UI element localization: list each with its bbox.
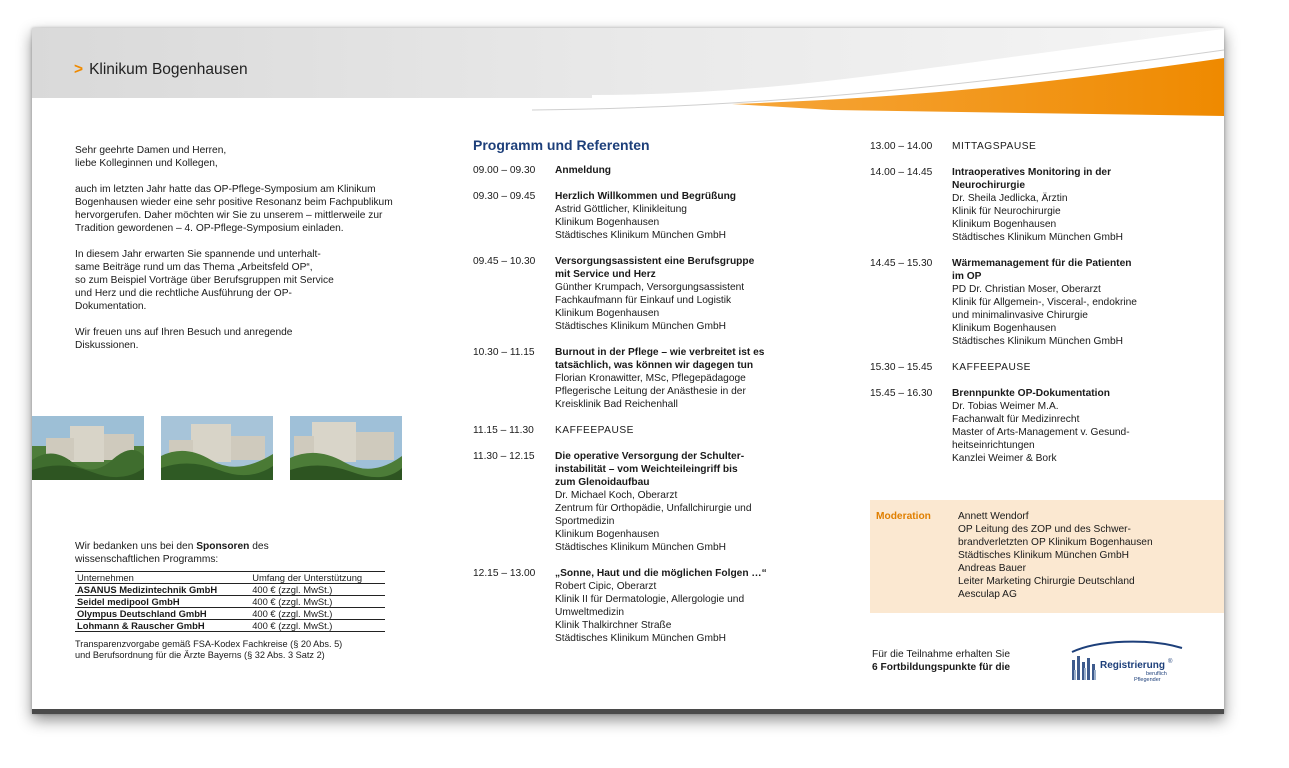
table-row: [75, 596, 385, 608]
program-column-right: [870, 140, 1224, 478]
entry-title: „Sonne, Haut und die möglichen Folgen …“: [555, 568, 767, 579]
fortbildung-note: [872, 648, 1062, 674]
entry-time: 11.15 – 11.30: [473, 425, 534, 436]
entry-title: Brennpunkte OP-Dokumentation: [952, 388, 1110, 399]
program-list: [870, 140, 1224, 465]
sponsors-section: [75, 540, 405, 661]
program-entry: [870, 387, 1224, 465]
moderation-box: [870, 500, 1224, 613]
entry-time: 12.15 – 13.00: [473, 568, 536, 579]
program-entry: [473, 190, 833, 242]
bottom-bar: [32, 709, 1224, 714]
table-row: [75, 584, 385, 596]
sponsors-intro: [75, 540, 405, 566]
table-header-row: [75, 572, 385, 584]
entry-time: 09.30 – 09.45: [473, 191, 536, 202]
entry-title: Anmeldung: [555, 165, 612, 176]
entry-details: Astrid Göttlicher, Klinikleitung Klinikum Bogenhausen Städtisches Klinikum München GmbH: [555, 204, 726, 241]
fortbildung-line: Für die Teilnahme erhalten Sie: [872, 649, 1010, 660]
entry-title: KAFFEEPAUSE: [555, 425, 634, 436]
program-heading: Programm und Referenten: [473, 137, 650, 153]
table-row: [75, 620, 385, 632]
entry-details: Günther Krumpach, Versorgungsassistent Fachkaufmann für Einkauf und Logistik Klinikum Bogenhausen Städtisches Klinikum München GmbH: [555, 282, 745, 332]
entry-title: Wärmemanagement für die Patienten im OP: [952, 258, 1132, 282]
intro-paragraph: Sehr geehrte Damen und Herren, liebe Kolleginnen und Kollegen,: [75, 145, 227, 169]
intro-paragraph: auch im letzten Jahr hatte das OP-Pflege-Symposium am Klinikum Bogenhausen wieder eine sehr positive Resonanz beim Fachpublikum hervorgerufen. Daher möchten wir Sie zu unserem – mittlerweile zur Tradition gewordenen – 4. OP-Pflege-Symposium einladen.: [75, 184, 393, 234]
intro-paragraph: Wir freuen uns auf Ihren Besuch und anregende Diskussionen.: [75, 327, 293, 351]
logo-sub2: Pflegender: [1134, 677, 1161, 683]
sponsor-name: Seidel medipool GmbH: [75, 596, 244, 608]
sponsor-name: ASANUS Medizintechnik GmbH: [75, 584, 244, 596]
entry-details: Robert Cipic, Oberarzt Klinik II für Dermatologie, Allergologie und Umweltmedizin Klinik Thalkirchner Straße Städtisches Klinikum München GmbH: [555, 581, 745, 644]
entry-title: Intraoperatives Monitoring in der Neurochirurgie: [952, 167, 1112, 191]
entry-title: Herzlich Willkommen und Begrüßung: [555, 191, 737, 202]
table-row: [75, 608, 385, 620]
program-entry: [870, 140, 1224, 153]
brochure-sheet: [32, 28, 1224, 714]
sponsors-intro-text: Wir bedanken uns bei den: [75, 541, 197, 552]
brand-name: Klinikum Bogenhausen: [89, 61, 248, 78]
sponsors-intro-bold: Sponsoren: [196, 541, 250, 552]
entry-details: Dr. Michael Koch, Oberarzt Zentrum für Orthopädie, Unfallchirurgie und Sportmedizin Klinikum Bogenhausen Städtisches Klinikum München GmbH: [555, 490, 752, 553]
program-column-left: [473, 139, 833, 658]
program-list: [473, 164, 833, 645]
entry-time: 15.30 – 15.45: [870, 362, 933, 373]
program-entry: [473, 450, 833, 554]
entry-title: MITTAGSPAUSE: [952, 141, 1037, 152]
registrierung-logo: [1058, 634, 1186, 694]
hospital-photo: [161, 416, 273, 480]
entry-details: PD Dr. Christian Moser, Oberarzt Klinik für Allgemein-, Visceral-, endokrine und minimalinvasive Chirurgie Klinikum Bogenhausen Städtisches Klinikum München GmbH: [952, 284, 1137, 347]
logo-word: Registrierung: [1100, 660, 1166, 671]
program-entry: [473, 164, 833, 177]
transparency-note: Transparenzvorgabe gemäß FSA-Kodex Fachkreise (§ 20 Abs. 5) und Berufsordnung für die Ärzte Bayerns (§ 32 Abs. 3 Satz 2): [75, 639, 343, 660]
entry-details: Florian Kronawitter, MSc, Pflegepädagoge Pflegerische Leitung der Anästhesie in der Kreisklinik Bad Reichenhall: [555, 373, 746, 410]
sponsors-table: [75, 571, 385, 632]
program-entry: [870, 257, 1224, 348]
entry-time: 13.00 – 14.00: [870, 141, 933, 152]
sponsor-amount: 400 € (zzgl. MwSt.): [244, 620, 385, 632]
column-header-company: Unternehmen: [75, 572, 244, 584]
program-entry: [473, 567, 833, 645]
entry-details: Dr. Tobias Weimer M.A. Fachanwalt für Medizinrecht Master of Arts-Management v. Gesund- heitseinrichtungen Kanzlei Weimer & Bork: [952, 401, 1130, 464]
program-entry: [473, 346, 833, 411]
moderation-label: Moderation: [876, 511, 931, 522]
intro-column: [75, 144, 405, 365]
entry-time: 14.45 – 15.30: [870, 258, 933, 269]
program-entry: [870, 361, 1224, 374]
entry-time: 11.30 – 12.15: [473, 451, 535, 462]
entry-time: 09.00 – 09.30: [473, 165, 536, 176]
hospital-photo: [290, 416, 402, 480]
logo-mark: ®: [1168, 659, 1173, 665]
sponsor-name: Olympus Deutschland GmbH: [75, 608, 244, 620]
hospital-photos: [32, 416, 404, 480]
entry-details: Dr. Sheila Jedlicka, Ärztin Klinik für Neurochirurgie Klinikum Bogenhausen Städtisches Klinikum München GmbH: [952, 193, 1123, 243]
hospital-photo: [32, 416, 144, 480]
arrow-icon: >: [74, 61, 84, 78]
sponsor-name: Lohmann & Rauscher GmbH: [75, 620, 244, 632]
entry-title: Burnout in der Pflege – wie verbreitet ist es tatsächlich, was können wir dagegen tun: [555, 347, 765, 371]
entry-title: Die operative Versorgung der Schulter- instabilität – vom Weichteileingriff bis zum Glenoidaufbau: [555, 451, 745, 488]
brand-title: [74, 61, 248, 79]
program-entry: [473, 255, 833, 333]
entry-time: 09.45 – 10.30: [473, 256, 536, 267]
entry-time: 14.00 – 14.45: [870, 167, 933, 178]
entry-time: 15.45 – 16.30: [870, 388, 933, 399]
logo-sub1: beruflich: [1146, 671, 1167, 677]
moderation-names: Annett Wendorf OP Leitung des ZOP und des Schwer- brandverletzten OP Klinikum Bogenhausen Städtisches Klinikum München GmbH Andreas Bauer Leiter Marketing Chirurgie Deutschland Aesculap AG: [958, 511, 1153, 600]
entry-title: Versorgungsassistent eine Berufsgruppe mit Service und Herz: [555, 256, 755, 280]
intro-paragraph: In diesem Jahr erwarten Sie spannende und unterhalt- same Beiträge rund um das Thema „Arbeitsfeld OP“, so zum Beispiel Vorträge über Berufsgruppen mit Service und Herz und die rechtliche Ausführung der OP- Dokumentation.: [75, 249, 334, 312]
program-entry: [870, 166, 1224, 244]
sponsor-amount: 400 € (zzgl. MwSt.): [244, 584, 385, 596]
entry-time: 10.30 – 11.15: [473, 347, 535, 358]
fortbildung-points: 6 Fortbildungspunkte für die: [872, 662, 1011, 673]
sponsors-intro-text: des wissenschaftlichen Programms:: [75, 541, 269, 565]
program-entry: [473, 424, 833, 437]
column-header-amount: Umfang der Unterstützung: [244, 572, 385, 584]
sponsor-amount: 400 € (zzgl. MwSt.): [244, 596, 385, 608]
entry-title: KAFFEEPAUSE: [952, 362, 1031, 373]
sponsor-amount: 400 € (zzgl. MwSt.): [244, 608, 385, 620]
